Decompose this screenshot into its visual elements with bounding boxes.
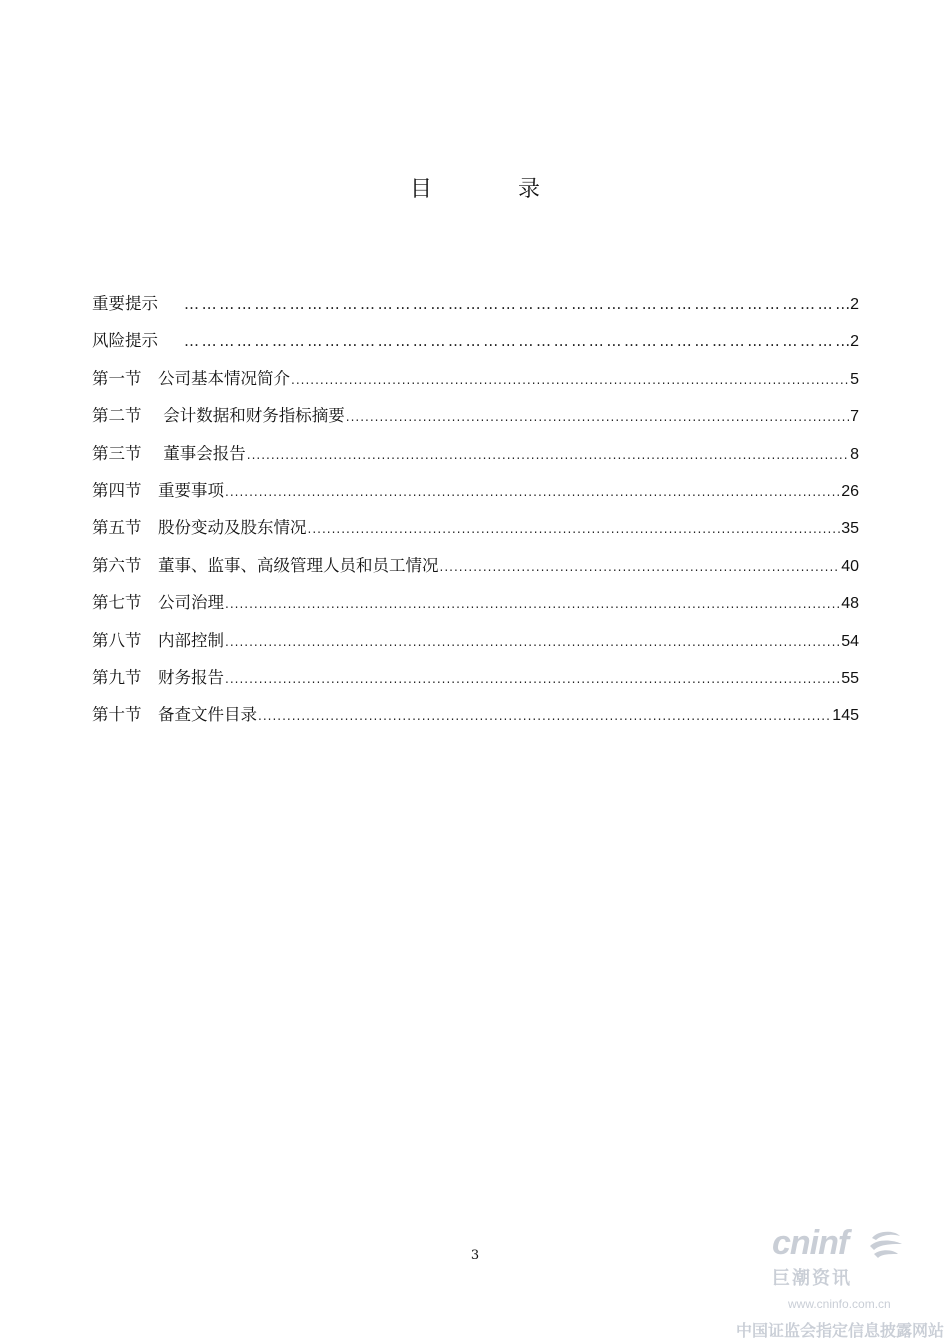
toc-entry-title: 第四节 重要事项 bbox=[92, 480, 224, 500]
toc-entry-title: 第八节 内部控制 bbox=[92, 630, 224, 650]
toc-entry-title: 第十节 备查文件目录 bbox=[92, 705, 257, 725]
toc-entry[interactable] bbox=[92, 367, 859, 404]
toc-leader-dots bbox=[225, 592, 840, 616]
toc-entry[interactable] bbox=[92, 329, 859, 366]
toc-entry-title: 第七节 公司治理 bbox=[92, 593, 224, 613]
cninfo-watermark bbox=[730, 1224, 950, 1344]
toc-leader-dots bbox=[291, 368, 849, 392]
toc-leader-dots bbox=[225, 667, 840, 691]
toc-entry-title: 第五节 股份变动及股东情况 bbox=[92, 518, 307, 538]
toc-entry[interactable] bbox=[92, 666, 859, 703]
toc-entry-page: 55 bbox=[841, 669, 859, 687]
toc-entry-title: 风险提示 bbox=[92, 331, 158, 351]
page-number: 3 bbox=[470, 1248, 480, 1263]
toc-entry-page: 145 bbox=[832, 707, 859, 725]
toc-leader-dots bbox=[258, 704, 831, 728]
toc-entry-page: 2 bbox=[850, 296, 859, 313]
toc-entry-title: 第六节 董事、监事、高级管理人员和员工情况 bbox=[92, 555, 439, 575]
toc-entry[interactable] bbox=[92, 629, 859, 666]
toc-entry-page: 54 bbox=[841, 632, 859, 650]
toc-entry-page: 7 bbox=[850, 408, 859, 426]
toc-entry-page: 5 bbox=[850, 370, 859, 388]
toc-leader-dots bbox=[184, 329, 849, 353]
watermark-slogan: 中国证监会指定信息披露网站 bbox=[736, 1323, 945, 1340]
toc-entry[interactable] bbox=[92, 442, 859, 479]
cninfo-swirl-icon bbox=[868, 1228, 904, 1260]
toc-leader-dots bbox=[247, 443, 849, 467]
toc-leader-dots bbox=[440, 555, 841, 579]
toc-entry[interactable] bbox=[92, 554, 859, 591]
toc-entry-title: 重要提示 bbox=[92, 294, 158, 313]
toc-entry-page: 35 bbox=[841, 520, 859, 538]
watermark-logo-text: cninf bbox=[772, 1224, 849, 1262]
toc-leader-dots bbox=[184, 292, 849, 316]
toc-entry-title: 第九节 财务报告 bbox=[92, 667, 224, 687]
toc-entry-page: 26 bbox=[841, 482, 859, 500]
toc-entry-title: 第一节 公司基本情况简介 bbox=[92, 368, 290, 388]
toc-entry[interactable] bbox=[92, 516, 859, 553]
toc-entry-title: 第三节 董事会报告 bbox=[92, 443, 246, 463]
toc-entry-page: 8 bbox=[850, 445, 859, 463]
toc-leader-dots bbox=[346, 405, 849, 429]
toc-entry-page: 2 bbox=[850, 333, 859, 351]
table-of-contents bbox=[92, 292, 859, 741]
toc-entry-page: 40 bbox=[841, 557, 859, 575]
toc-leader-dots bbox=[225, 480, 840, 504]
page-title: 目 录 bbox=[409, 177, 572, 202]
toc-entry-page: 48 bbox=[841, 595, 859, 613]
toc-leader-dots bbox=[225, 630, 840, 654]
watermark-url: www.cninfo.com.cn bbox=[788, 1297, 891, 1311]
toc-entry[interactable] bbox=[92, 292, 859, 329]
toc-entry[interactable] bbox=[92, 703, 859, 740]
watermark-name: 巨潮资讯 bbox=[772, 1268, 852, 1288]
toc-entry[interactable] bbox=[92, 404, 859, 441]
toc-leader-dots bbox=[308, 517, 841, 541]
toc-entry[interactable] bbox=[92, 479, 859, 516]
toc-entry-title: 第二节 会计数据和财务指标摘要 bbox=[92, 406, 345, 426]
toc-entry[interactable] bbox=[92, 591, 859, 628]
